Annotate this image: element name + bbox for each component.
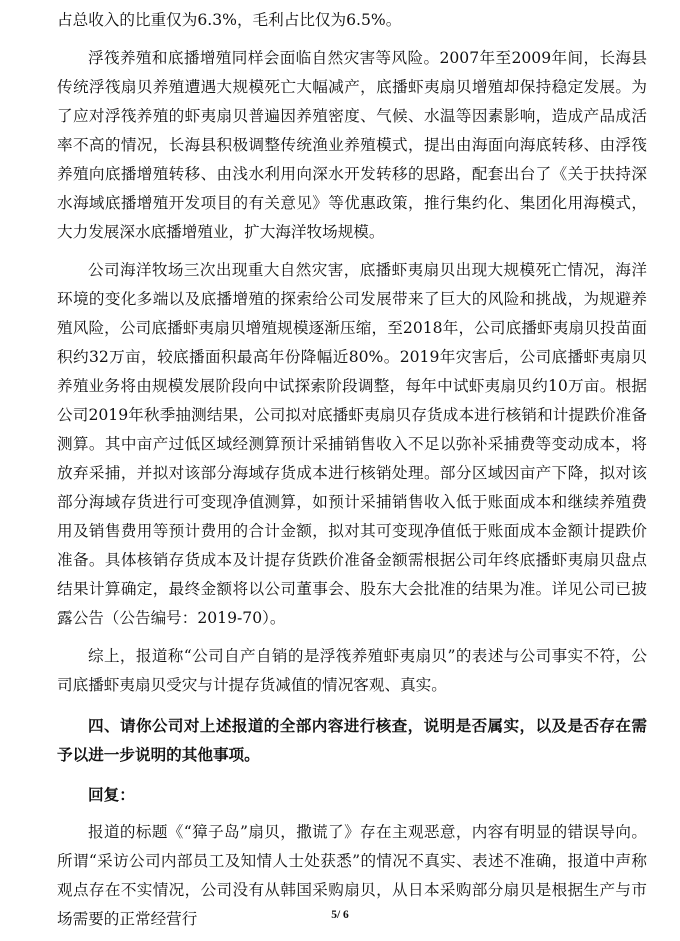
paragraph-company-ranch-disasters: 公司海洋牧场三次出现重大自然灾害，底播虾夷扇贝出现大规模死亡情况，海洋环境的变化多端以及底播增殖的探索给公司发展带来了巨大的风险和挑战，为规避养殖风险，公司底播虾夷扇贝增殖规模逐渐压缩，至2018年，公司底播虾夷扇贝投苗面积约32万亩，较底播面积最高年份降幅近80%。2019年灾害后，公司底播虾夷扇贝养殖业务将由规模发展阶段向中试探索阶段调整，每年中试虾夷扇贝约10万亩。根据公司2019年秋季抽测结果，公司拟对底播虾夷扇贝存货成本进行核销和计提跌价准备测算。其中亩产过低区域经测算预计采捕销售收入不足以弥补采捕费等变动成本，将放弃采捕，并拟对该部分海域存货成本进行核销处理。部分区域因亩产下降，拟对该部分海域存货进行可变现净值测算，如预计采捕销售收入低于账面成本和继续养殖费用及销售费用等预计费用的合计金额，拟对其可变现净值低于账面成本金额计提跌价准备。具体核销存货成本及计提存货跌价准备金额需根据公司年终底播虾夷扇贝盘点结果计算确定，最终金额将以公司董事会、股东大会批准的结果为准。详见公司已披露公告（公告编号：2019-70）。 [57,261,647,627]
document-body [57,6,647,934]
paragraph-revenue-share: 占总收入的比重仅为6.3%，毛利占比仅为6.5%。 [57,11,402,29]
reply-label: 回复： [88,785,135,804]
page-number: 5/ 6 [331,909,349,921]
question-heading: 四、请你公司对上述报道的全部内容进行核查，说明是否属实，以及是否存在需予以进一步说明的其他事项。 [57,716,647,764]
paragraph-conclusion: 综上，报道称“公司自产自销的是浮筏养殖虾夷扇贝”的表述与公司事实不符，公司底播虾夷扇贝受灾与计提存货减值的情况客观、真实。 [57,647,647,694]
paragraph-natural-disaster-risk: 浮筏养殖和底播增殖同样会面临自然灾害等风险。2007年至2009年间，长海县传统浮筏扇贝养殖遭遇大规模死亡大幅减产，底播虾夷扇贝增殖却保持稳定发展。为了应对浮筏养殖的虾夷扇贝普遍因养殖密度、气候、水温等因素影响，造成产品成活率不高的情况，长海县积极调整传统渔业养殖模式，提出由海面向海底转移、由浮筏养殖向底播增殖转移、由浅水利用向深水开发转移的思路，配套出台了《关于扶持深水海域底播增殖开发项目的有关意见》等优惠政策，推行集约化、集团化用海模式，大力发展深水底播增殖业，扩大海洋牧场规模。 [57,49,647,241]
paragraph-reply: 报道的标题《“獐子岛”扇贝，撒谎了》存在主观恶意，内容有明显的错误导向。所谓“采访公司内部员工及知情人士处获悉”的情况不真实、表述不准确，报道中声称观点存在不实情况，公司没有从韩国采购扇贝，从日本采购部分扇贝是根据生产与市场需要的正常经营行 [57,823,647,928]
